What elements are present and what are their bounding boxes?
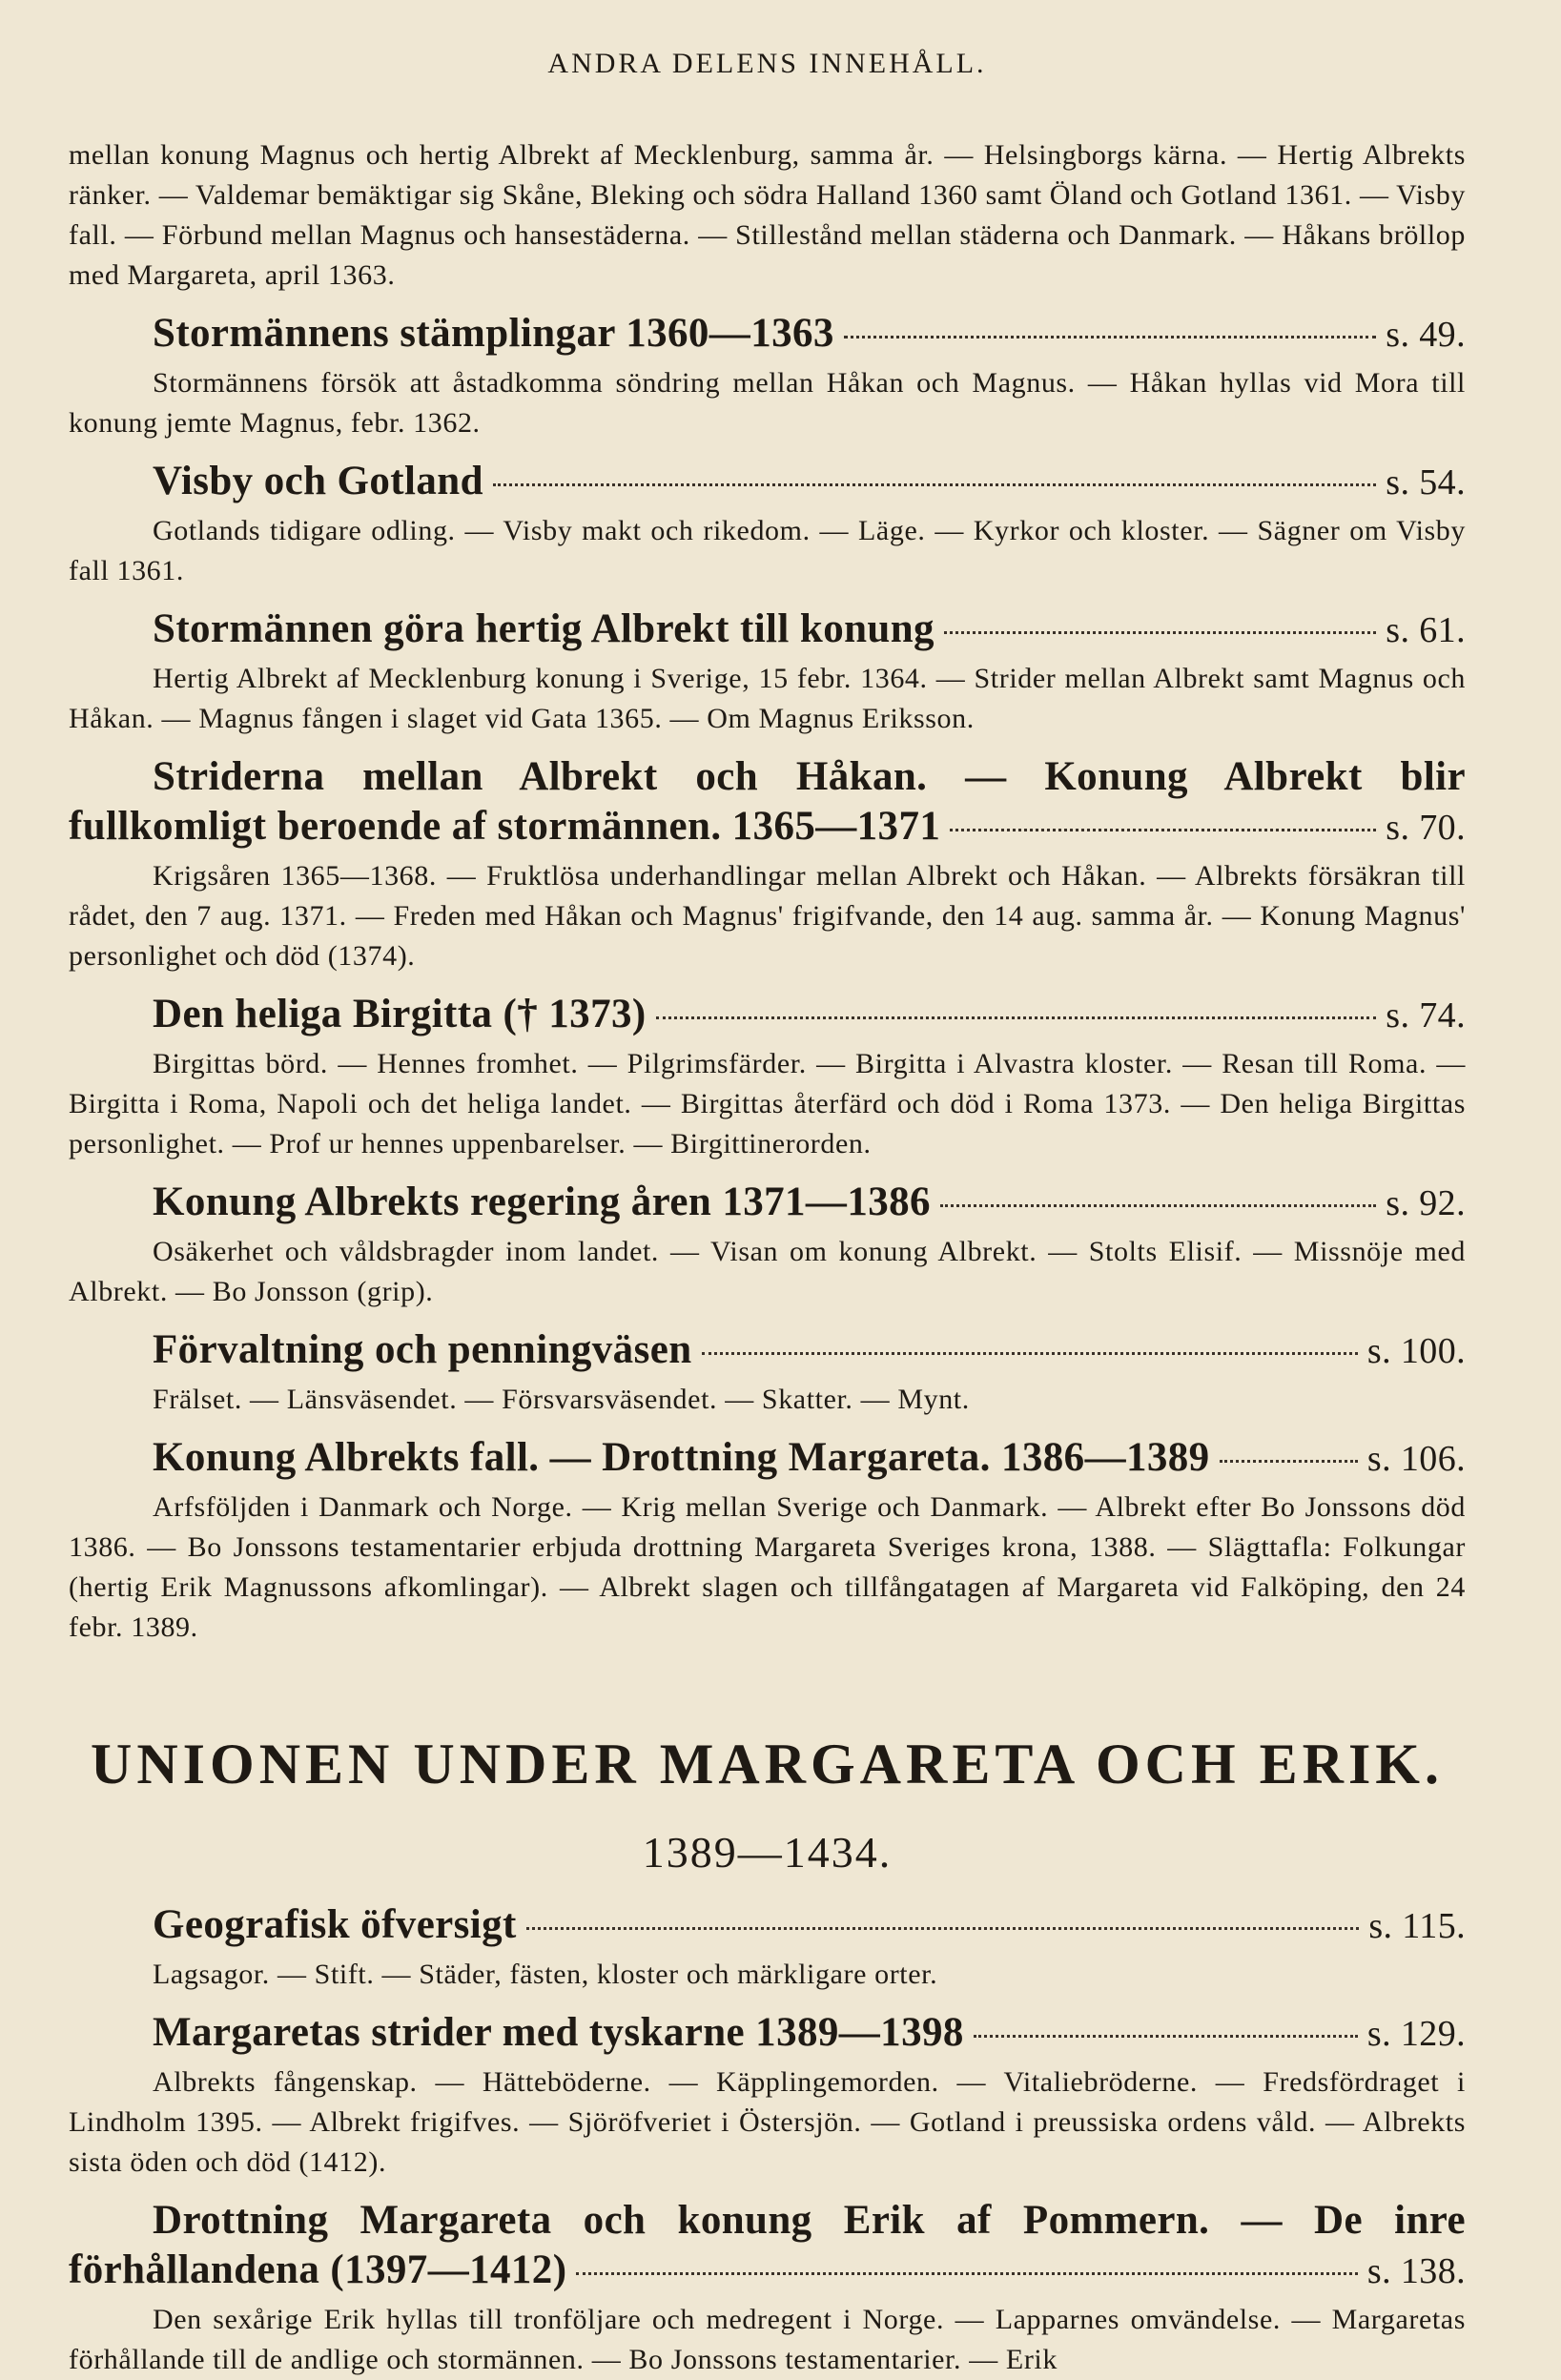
entry-title-line-2 bbox=[69, 802, 1466, 852]
page-number: s. 115. bbox=[1368, 1906, 1466, 1946]
page-number: s. 106. bbox=[1366, 1439, 1466, 1479]
toc-entry bbox=[69, 1433, 1466, 1648]
dot-leader bbox=[656, 1016, 1377, 1019]
entry-title bbox=[69, 1433, 1466, 1484]
page-number: s. 92. bbox=[1386, 1183, 1466, 1223]
entry-description: Arfsföljden i Danmark och Norge. — Krig mellan Sverige och Danmark. — Albrekt efter Bo Jonssons död 1386. — Bo Jonssons testamentarier erbjuda drottning Margareta Sveriges krona, 1388. — Slägttafla: Folkungar (hertig Erik Magnussons afkomlingar). — Albrekt slagen och tillfångatagen af Margareta vid Falköping, den 24 febr. 1389. bbox=[69, 1491, 1466, 1643]
dot-leader bbox=[944, 631, 1376, 634]
toc-entry bbox=[69, 1900, 1466, 1995]
dot-leader bbox=[950, 829, 1376, 831]
entry-title-line-2 bbox=[69, 2246, 1466, 2296]
dot-leader bbox=[493, 483, 1376, 486]
entry-description: Stormännens försök att åstadkomma söndring mellan Håkan och Magnus. — Håkan hyllas vid Mora till konung jemte Magnus, febr. 1362. bbox=[69, 367, 1466, 439]
entry-title-text: Geografisk öfversigt bbox=[153, 1902, 517, 1947]
page-number: s. 74. bbox=[1386, 995, 1466, 1036]
page-number: s. 129. bbox=[1366, 2014, 1466, 2054]
toc-entry bbox=[69, 2008, 1466, 2183]
entry-title bbox=[69, 605, 1466, 655]
entry-title bbox=[69, 1325, 1466, 1376]
entry-description: Birgittas börd. — Hennes fromhet. — Pilgrimsfärder. — Birgitta i Alvastra kloster. — Resan till Roma. — Birgitta i Roma, Napoli och det heliga landet. — Birgittas återfärd och död i Roma 1373. — Den heliga Birgittas personlighet. — Prof ur hennes uppenbarelser. — Birgittinerorden. bbox=[69, 1048, 1466, 1159]
entry-title bbox=[69, 457, 1466, 507]
page-number: s. 100. bbox=[1366, 1331, 1466, 1371]
entry-description: Albrekts fångenskap. — Hätteböderne. — Käpplingemorden. — Vitaliebröderne. — Fredsfördraget i Lindholm 1395. — Albrekt frigifves. — Sjöröfveriet i Östersjön. — Gotland i preussiska ordens våld. — Albrekts sista öden och död (1412). bbox=[69, 2066, 1466, 2178]
entry-title bbox=[69, 2008, 1466, 2059]
entry-title-line-1: Drottning Margareta och konung Erik af Pommern. — De inre bbox=[153, 2198, 1466, 2243]
entry-description: Osäkerhet och våldsbragder inom landet. — Visan om konung Albrekt. — Stolts Elisif. — Missnöje med Albrekt. — Bo Jonsson (grip). bbox=[69, 1236, 1466, 1307]
dot-leader bbox=[702, 1352, 1358, 1355]
page-number: s. 70. bbox=[1386, 808, 1466, 848]
page-number: s. 54. bbox=[1386, 462, 1466, 503]
entry-title-text: förhållandena (1397—1412) bbox=[69, 2247, 567, 2292]
entry-title-text: Konung Albrekts fall. — Drottning Margareta. 1386—1389 bbox=[153, 1435, 1210, 1480]
entry-title bbox=[69, 752, 1466, 852]
toc-entry bbox=[69, 990, 1466, 1164]
entry-title-text: Stormännens stämplingar 1360—1363 bbox=[153, 311, 834, 356]
page-number: s. 61. bbox=[1386, 610, 1466, 650]
entry-title-text: fullkomligt beroende af stormännen. 1365—1371 bbox=[69, 804, 941, 849]
dot-leader bbox=[844, 336, 1376, 339]
toc-entry bbox=[69, 752, 1466, 976]
dot-leader bbox=[974, 2035, 1358, 2038]
toc-entry bbox=[69, 2196, 1466, 2380]
dot-leader bbox=[940, 1204, 1376, 1207]
entry-title bbox=[69, 2196, 1466, 2296]
entry-description: Den sexårige Erik hyllas till tronföljare och medregent i Norge. — Lapparnes omvändelse. — Margaretas förhållande till de andlige och stormännen. — Bo Jonssons testamentarier. — Erik bbox=[69, 2304, 1466, 2375]
toc-entry bbox=[69, 1325, 1466, 1420]
entry-title-line-1: Striderna mellan Albrekt och Håkan. — Konung Albrekt blir bbox=[153, 754, 1466, 799]
entry-title bbox=[69, 1178, 1466, 1228]
toc-entry bbox=[69, 457, 1466, 591]
page-number: s. 138. bbox=[1366, 2251, 1466, 2291]
running-head: ANDRA DELENS INNEHÅLL. bbox=[547, 48, 987, 79]
dot-leader bbox=[526, 1927, 1360, 1930]
part-heading: UNIONEN UNDER MARGARETA OCH ERIK. bbox=[91, 1733, 1444, 1795]
toc-entry bbox=[69, 309, 1466, 443]
entry-description: Hertig Albrekt af Mecklenburg konung i Sverige, 15 febr. 1364. — Strider mellan Albrekt samt Magnus och Håkan. — Magnus fången i slaget vid Gata 1365. — Om Magnus Eriksson. bbox=[69, 663, 1466, 734]
entry-title-text: Konung Albrekts regering åren 1371—1386 bbox=[153, 1180, 931, 1224]
entry-title bbox=[69, 990, 1466, 1040]
part-years: 1389—1434. bbox=[642, 1828, 893, 1877]
entry-description: Frälset. — Länsväsendet. — Försvarsväsendet. — Skatter. — Mynt. bbox=[153, 1384, 970, 1415]
dot-leader bbox=[576, 2272, 1357, 2275]
entry-title bbox=[69, 1900, 1466, 1951]
entry-title-text: Den heliga Birgitta († 1373) bbox=[153, 992, 647, 1036]
entry-title-text: Margaretas strider med tyskarne 1389—1398 bbox=[153, 2010, 964, 2055]
toc-entry bbox=[69, 605, 1466, 739]
entry-title bbox=[69, 309, 1466, 359]
entry-description: Krigsåren 1365—1368. — Fruktlösa underhandlingar mellan Albrekt och Håkan. — Albrekts försäkran till rådet, den 7 aug. 1371. — Freden med Håkan och Magnus' frigifvande, den 14 aug. samma år. — Konung Magnus' personlighet och död (1374). bbox=[69, 860, 1466, 972]
entry-title-text: Förvaltning och penningväsen bbox=[153, 1327, 692, 1372]
page-number: s. 49. bbox=[1386, 315, 1466, 355]
entry-title-text: Stormännen göra hertig Albrekt till konung bbox=[153, 606, 935, 651]
dot-leader bbox=[1220, 1460, 1358, 1463]
entry-description: Lagsagor. — Stift. — Städer, fästen, kloster och märkligare orter. bbox=[153, 1959, 938, 1990]
intro-text: mellan konung Magnus och hertig Albrekt af Mecklenburg, samma år. — Helsingborgs kärna. — Hertig Albrekts ränker. — Valdemar bemäktigar sig Skåne, Bleking och södra Halland 1360 samt Öland och Gotland 1361. — Visby fall. — Förbund mellan Magnus och hansestäderna. — Stillestånd mellan städerna och Danmark. — Håkans bröllop med Margareta, april 1363. bbox=[69, 139, 1466, 291]
entry-title-text: Visby och Gotland bbox=[153, 459, 483, 503]
toc-entry bbox=[69, 1178, 1466, 1312]
entry-description: Gotlands tidigare odling. — Visby makt och rikedom. — Läge. — Kyrkor och kloster. — Sägner om Visby fall 1361. bbox=[69, 515, 1466, 586]
